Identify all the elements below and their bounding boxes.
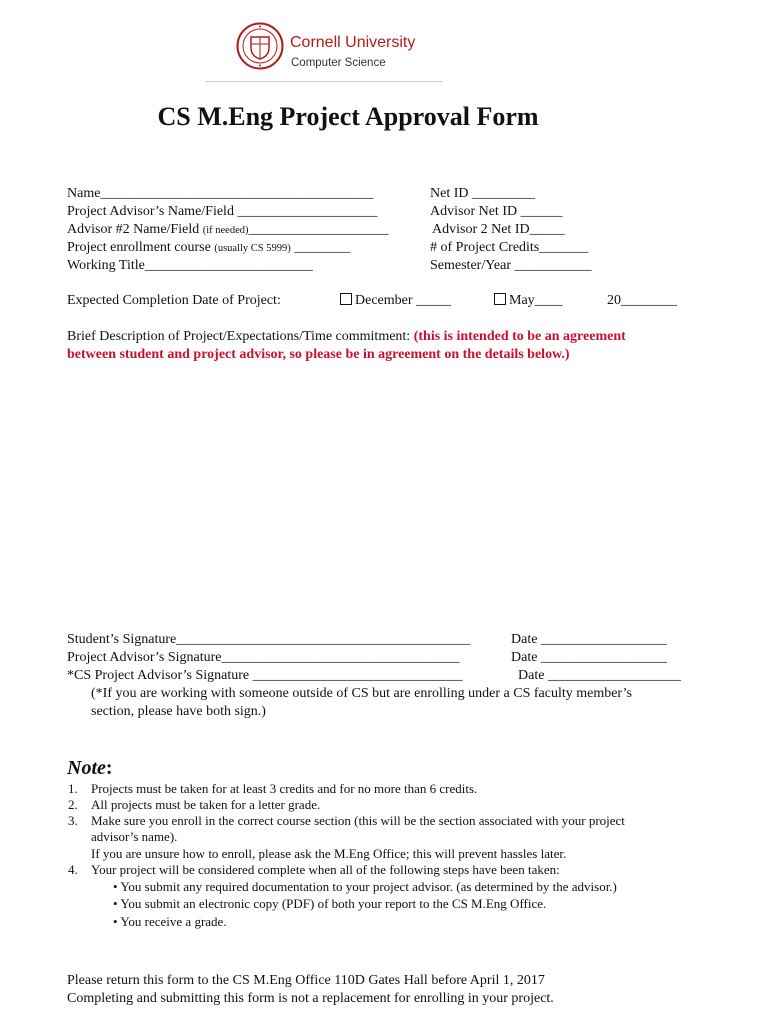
year-field[interactable]: 20________ (607, 293, 677, 308)
note-heading (67, 757, 113, 780)
student-signature-field[interactable]: Student’s Signature__________________________________________ (67, 632, 471, 647)
project-credits-field[interactable]: # of Project Credits_______ (430, 240, 589, 255)
bullet-text: You receive a grade. (120, 914, 227, 929)
department-name: Computer Science (291, 57, 386, 69)
december-checkbox[interactable] (340, 293, 352, 305)
december-option[interactable] (340, 292, 451, 310)
brand-name: Cornell University (290, 34, 416, 51)
cornell-seal-logo (236, 22, 284, 70)
note-item-text: Your project will be considered complete when all of the following steps have been taken: (91, 862, 560, 877)
note-item-text: All projects must be taken for a letter grade. (91, 797, 321, 812)
name-field[interactable]: Name_______________________________________ (67, 186, 374, 201)
project-advisor-field[interactable]: Project Advisor’s Name/Field ____________________ (67, 204, 378, 219)
note-colon: : (105, 757, 113, 779)
may-option[interactable] (494, 292, 563, 310)
description-label: Brief Description of Project/Expectations/Time commitment: (67, 329, 411, 344)
enrollment-course-label: Project enrollment course (67, 240, 211, 255)
note-item-num: 2. (68, 797, 78, 812)
completion-date-label: Expected Completion Date of Project: (67, 293, 281, 308)
description-label-line (67, 328, 626, 346)
header-divider (205, 81, 443, 82)
advisor2-net-id-field[interactable]: Advisor 2 Net ID_____ (432, 222, 565, 237)
form-title: CS M.Eng Project Approval Form (157, 102, 539, 131)
note-title: Note (67, 757, 106, 779)
advisor2-field[interactable] (67, 221, 388, 240)
note-item-text: If you are unsure how to enroll, please ask the M.Eng Office; this will prevent hassles later. (91, 846, 567, 861)
cs-advisor-date-field[interactable]: Date ___________________ (518, 668, 681, 683)
note-bullet: • You receive a grade. (113, 914, 227, 929)
usually-cs-note: (usually CS 5999) (214, 243, 291, 254)
enrollment-blank: ________ (294, 240, 351, 255)
advisor-signature-field[interactable]: Project Advisor’s Signature__________________________________ (67, 650, 460, 665)
advisor-date-field[interactable]: Date __________________ (511, 650, 667, 665)
enrollment-course-field[interactable] (67, 239, 350, 258)
bullet-text: You submit an electronic copy (PDF) of both your report to the CS M.Eng Office. (120, 896, 547, 911)
description-writing-area[interactable] (67, 372, 697, 622)
note-bullet: • You submit any required documentation to your project advisor. (as determined by the advisor.) (113, 879, 617, 894)
advisor-net-id-field[interactable]: Advisor Net ID ______ (430, 204, 563, 219)
signature-note-line1: (*If you are working with someone outside of CS but are enrolling under a CS faculty member’s (91, 686, 632, 701)
if-needed-note: (if needed) (202, 225, 249, 236)
signature-note-line2: section, please have both sign.) (91, 704, 266, 719)
bullet-text: You submit any required documentation to your project advisor. (as determined by the advisor.) (120, 879, 617, 894)
note-item-num: 4. (68, 862, 78, 877)
description-emphasis-2: between student and project advisor, so please be in agreement on the details below.) (67, 347, 570, 362)
net-id-field[interactable]: Net ID _________ (430, 186, 535, 201)
semester-year-field[interactable]: Semester/Year ___________ (430, 258, 592, 273)
may-label: May____ (509, 293, 563, 308)
cs-advisor-signature-field[interactable]: *CS Project Advisor’s Signature ______________________________ (67, 668, 463, 683)
note-item-num: 3. (68, 813, 78, 828)
advisor2-label: Advisor #2 Name/Field (67, 222, 200, 237)
december-label: December _____ (355, 293, 452, 308)
note-item-num: 1. (68, 781, 78, 796)
footer-disclaimer: Completing and submitting this form is not a replacement for enrolling in your project. (67, 991, 554, 1006)
advisor2-blank: ____________________ (248, 222, 389, 237)
footer-return-instructions: Please return this form to the CS M.Eng Office 110D Gates Hall before April 1, 2017 (67, 973, 545, 988)
working-title-field[interactable]: Working Title________________________ (67, 258, 313, 273)
may-checkbox[interactable] (494, 293, 506, 305)
note-item-text: advisor’s name). (91, 829, 178, 844)
note-item-text: Projects must be taken for at least 3 credits and for no more than 6 credits. (91, 781, 478, 796)
student-date-field[interactable]: Date __________________ (511, 632, 667, 647)
description-emphasis-1: (this is intended to be an agreement (413, 329, 626, 344)
note-bullet: • You submit an electronic copy (PDF) of both your report to the CS M.Eng Office. (113, 896, 547, 911)
note-item-text: Make sure you enroll in the correct course section (this will be the section associated with your project (91, 813, 625, 828)
